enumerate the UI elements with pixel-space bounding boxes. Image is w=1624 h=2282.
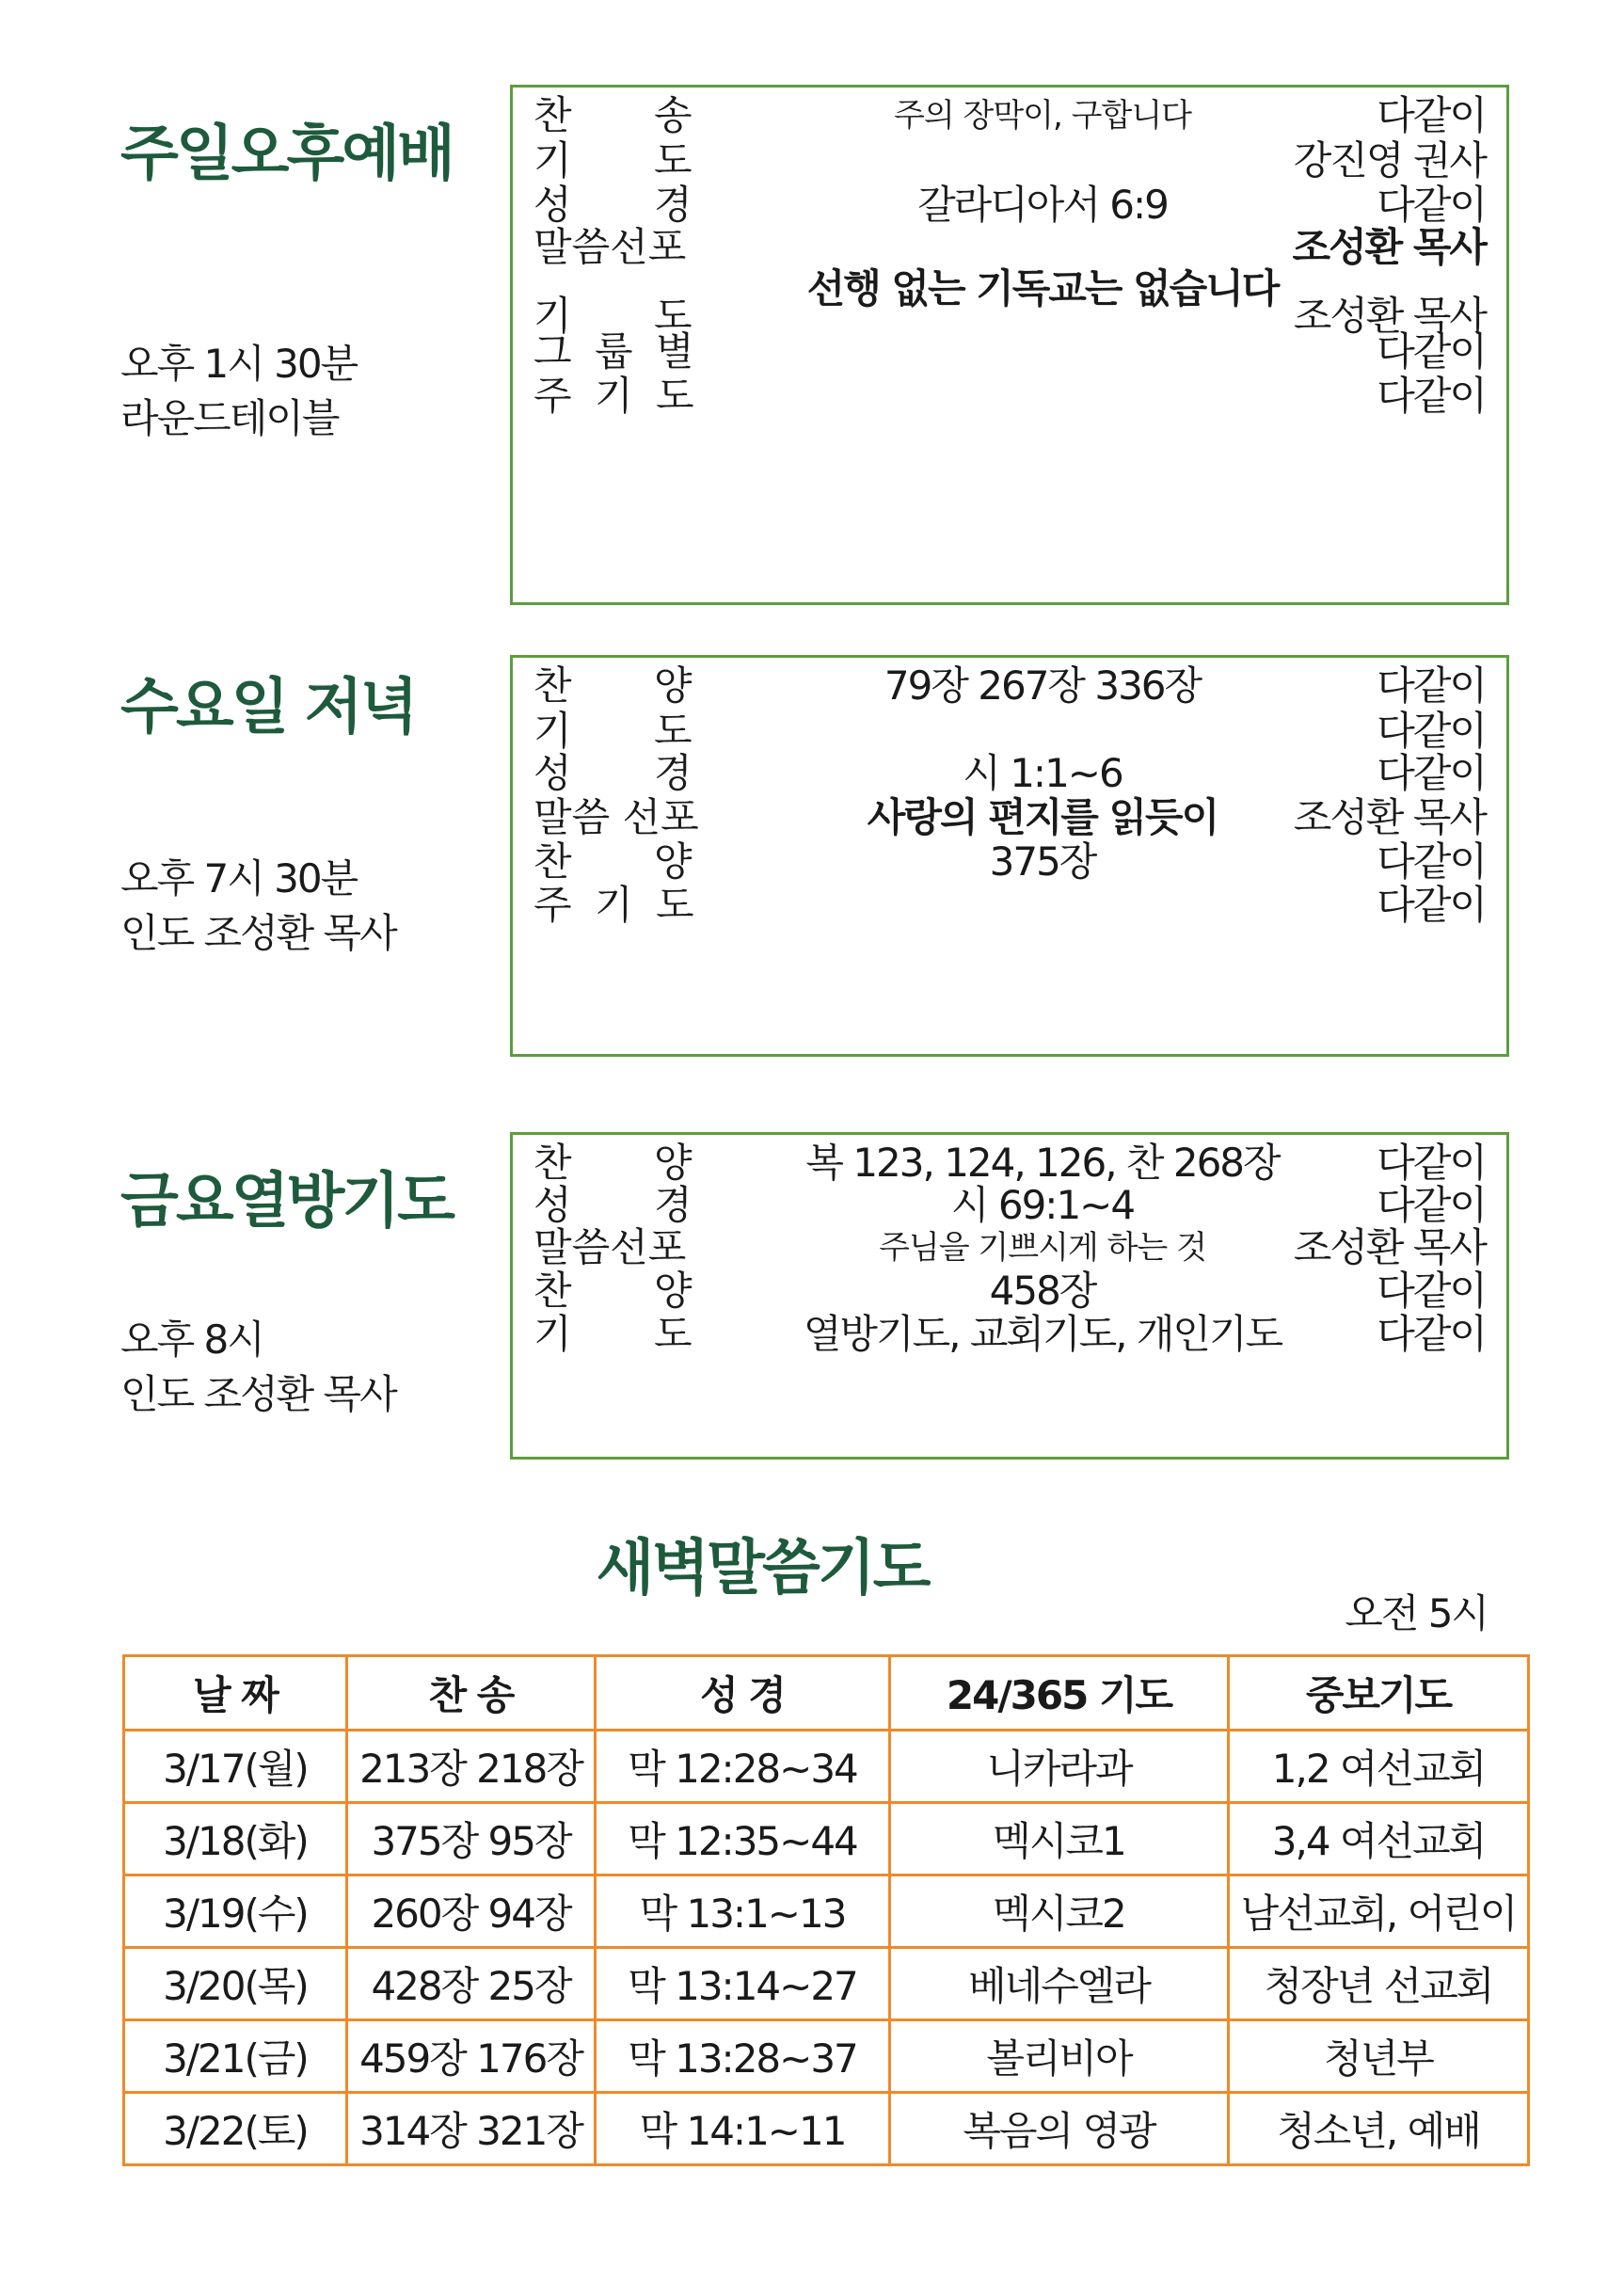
prayer-365-cell: 멕시코1	[890, 1803, 1229, 1875]
date-cell: 3/17(월)	[124, 1731, 347, 1803]
scripture-cell: 막 14:1~11	[596, 2093, 890, 2165]
order-item-label-char: 도	[654, 1311, 693, 1357]
wednesday-order-row	[513, 877, 1506, 934]
table-header-row	[124, 1656, 1529, 1731]
table-row	[124, 2020, 1529, 2093]
date-cell: 3/19(수)	[124, 1875, 347, 1948]
order-item-label-char: 별	[656, 328, 694, 375]
order-item-leader: 조성환 목사	[1293, 794, 1486, 840]
order-item-label-char: 성	[533, 182, 572, 228]
order-item-leader: 다같이	[1377, 1182, 1486, 1228]
date-cell: 3/22(토)	[124, 2093, 347, 2165]
order-item-content: 458장	[989, 1268, 1096, 1314]
intercession-cell: 3,4 여선교회	[1229, 1803, 1529, 1875]
order-item-leader: 다같이	[1377, 373, 1486, 419]
order-item-label-text: 말씀선포	[533, 1224, 687, 1270]
header-prayer-365: 24/365 기도	[890, 1656, 1229, 1731]
order-item-label-char: 양	[654, 662, 693, 709]
order-item-content: 시 1:1~6	[963, 750, 1122, 796]
sunday-time: 오후 1시 30분	[120, 341, 358, 387]
table-row	[124, 1948, 1529, 2020]
sunday-section-title: 주일오후예배	[120, 120, 453, 189]
prayer-365-cell: 베네수엘라	[890, 1948, 1229, 2020]
order-item-label-char: 찬	[533, 662, 572, 709]
order-item-label-char: 기	[533, 137, 572, 184]
friday-leader: 인도 조성환 목사	[120, 1371, 396, 1417]
order-item-label-char: 경	[654, 750, 693, 796]
scripture-cell: 막 13:28~37	[596, 2020, 890, 2093]
order-item-label-char: 경	[654, 182, 693, 228]
hymn-cell: 260장 94장	[347, 1875, 596, 1948]
order-item-leader: 다같이	[1377, 1140, 1486, 1186]
sunday-place: 라운드테이블	[120, 395, 339, 441]
intercession-cell: 청소년, 예배	[1229, 2093, 1529, 2165]
order-item-label-char: 룹	[595, 328, 633, 375]
friday-order-box	[510, 1132, 1509, 1460]
sunday-order-row	[513, 368, 1506, 424]
header-hymn: 찬 송	[347, 1656, 596, 1731]
friday-section-title: 금요열방기도	[120, 1167, 453, 1237]
scripture-cell: 막 13:1~13	[596, 1875, 890, 1948]
order-item-content: 갈라디아서 6:9	[917, 182, 1168, 228]
sunday-schedule	[120, 337, 357, 446]
order-item-content: 열방기도, 교회기도, 개인기도	[803, 1311, 1282, 1357]
order-item-label-char: 찬	[533, 1268, 572, 1314]
order-item-leader: 조성환 목사	[1292, 224, 1486, 270]
order-item-label-char: 양	[654, 838, 693, 885]
order-item-leader: 다같이	[1377, 882, 1486, 928]
order-item-label-char: 주	[533, 882, 572, 928]
header-scripture: 성 경	[596, 1656, 890, 1731]
order-item-leader: 다같이	[1377, 708, 1486, 754]
order-item-label-char: 송	[654, 92, 693, 138]
date-cell: 3/21(금)	[124, 2020, 347, 2093]
order-item-label-char: 도	[654, 137, 693, 184]
order-item-label-char: 도	[656, 373, 694, 419]
wednesday-time: 오후 7시 30분	[120, 855, 358, 902]
scripture-cell: 막 12:28~34	[596, 1731, 890, 1803]
dawn-section-title: 새벽말씀기도	[596, 1534, 929, 1604]
order-item-label-text: 말씀 선포	[533, 794, 699, 840]
date-cell: 3/20(목)	[124, 1948, 347, 2020]
order-item-label-char: 경	[654, 1182, 693, 1228]
table-row	[124, 1875, 1529, 1948]
header-date: 날 짜	[124, 1656, 347, 1731]
order-item-leader: 다같이	[1377, 838, 1486, 885]
wednesday-schedule	[120, 852, 396, 961]
order-item-leader: 강진영 권사	[1293, 137, 1486, 184]
order-item-leader: 다같이	[1377, 1311, 1486, 1357]
order-item-label-char: 성	[533, 1182, 572, 1228]
order-item-label-text: 말씀선포	[533, 224, 687, 270]
order-item-label-char: 도	[654, 293, 693, 339]
hymn-cell: 375장 95장	[347, 1803, 596, 1875]
order-item-leader: 다같이	[1377, 182, 1486, 228]
prayer-365-cell: 멕시코2	[890, 1875, 1229, 1948]
order-item-content: 주님을 기쁘시게 하는 것	[879, 1229, 1206, 1267]
order-item-leader: 다같이	[1377, 662, 1486, 709]
order-item-leader: 조성환 목사	[1293, 1224, 1486, 1270]
order-item-label-char: 주	[533, 373, 572, 419]
order-item-label-char: 기	[533, 293, 572, 339]
table-row	[124, 1803, 1529, 1875]
intercession-cell: 1,2 여선교회	[1229, 1731, 1529, 1803]
table-row	[124, 2093, 1529, 2165]
hymn-cell: 314장 321장	[347, 2093, 596, 2165]
wednesday-leader: 인도 조성환 목사	[120, 910, 396, 956]
order-item-label-char: 찬	[533, 1140, 572, 1186]
sunday-order-box	[510, 85, 1509, 605]
intercession-cell: 남선교회, 어린이	[1229, 1875, 1529, 1948]
order-item-label-char: 기	[595, 373, 633, 419]
friday-schedule	[120, 1313, 396, 1422]
order-item-label-char: 그	[533, 328, 572, 375]
order-item-content: 복 123, 124, 126, 찬 268장	[805, 1140, 1280, 1186]
wednesday-section-title: 수요일 저녁	[120, 673, 416, 742]
order-item-label-char: 도	[656, 882, 694, 928]
order-item-leader: 다같이	[1377, 1268, 1486, 1314]
hymn-cell: 459장 176장	[347, 2020, 596, 2093]
order-item-content: 주의 장막이, 구합니다	[893, 97, 1192, 135]
order-item-label-char: 양	[654, 1268, 693, 1314]
order-item-leader: 다같이	[1377, 328, 1486, 375]
order-item-content: 375장	[989, 838, 1096, 885]
header-intercession: 중보기도	[1229, 1656, 1529, 1731]
order-item-label-char: 도	[654, 708, 693, 754]
dawn-time: 오전 5시	[1345, 1590, 1488, 1636]
order-item-leader: 다같이	[1377, 750, 1486, 796]
order-item-label-char: 기	[533, 1311, 572, 1357]
order-item-content: 79장 267장 336장	[884, 662, 1202, 709]
order-item-content: 사랑의 편지를 읽듯이	[867, 794, 1218, 840]
order-item-label-char: 기	[595, 882, 633, 928]
wednesday-order-box	[510, 655, 1509, 1057]
order-item-label-char: 찬	[533, 92, 572, 138]
prayer-365-cell: 볼리비아	[890, 2020, 1229, 2093]
order-item-content: 선행 없는 기독교는 없습니다	[806, 265, 1279, 311]
prayer-365-cell: 복음의 영광	[890, 2093, 1229, 2165]
scripture-cell: 막 13:14~27	[596, 1948, 890, 2020]
order-item-leader: 다같이	[1377, 92, 1486, 138]
order-item-label-char: 찬	[533, 838, 572, 885]
order-item-label-char: 양	[654, 1140, 693, 1186]
hymn-cell: 428장 25장	[347, 1948, 596, 2020]
scripture-cell: 막 12:35~44	[596, 1803, 890, 1875]
order-item-label-char: 성	[533, 750, 572, 796]
intercession-cell: 청년부	[1229, 2020, 1529, 2093]
prayer-365-cell: 니카라과	[890, 1731, 1229, 1803]
friday-time: 오후 8시	[120, 1317, 263, 1363]
date-cell: 3/18(화)	[124, 1803, 347, 1875]
order-item-label-char: 기	[533, 708, 572, 754]
order-item-content: 시 69:1~4	[950, 1182, 1135, 1228]
table-row	[124, 1731, 1529, 1803]
friday-order-row	[513, 1306, 1506, 1363]
intercession-cell: 청장년 선교회	[1229, 1948, 1529, 2020]
hymn-cell: 213장 218장	[347, 1731, 596, 1803]
order-item-leader: 조성환 목사	[1293, 293, 1486, 339]
dawn-schedule-table	[122, 1654, 1530, 2166]
